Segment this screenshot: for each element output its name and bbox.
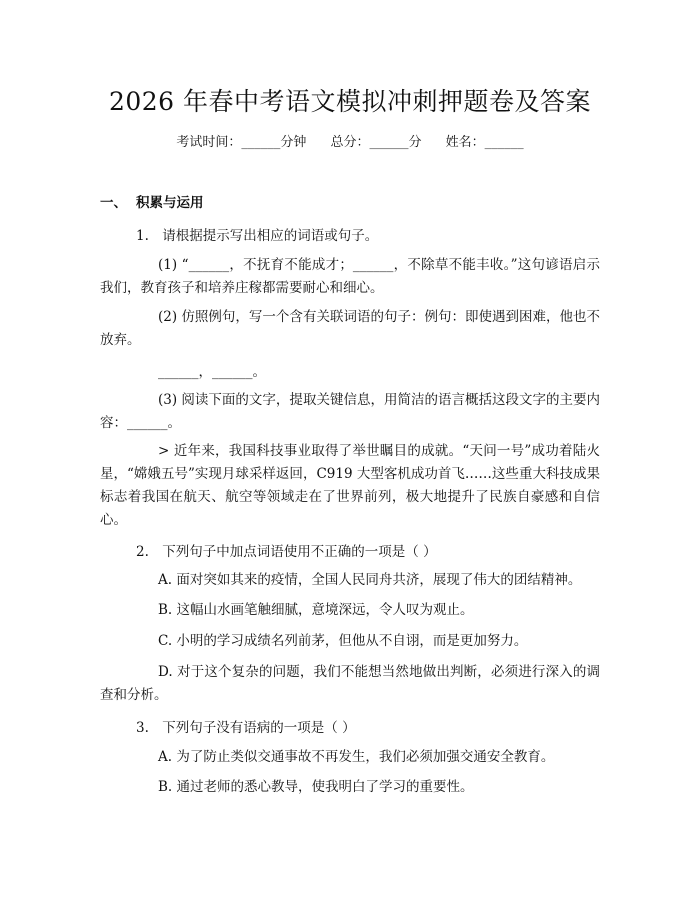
- question-text: 请根据提示写出相应的词语或句子。: [162, 228, 379, 244]
- question-2: [136, 540, 437, 560]
- question-3: [136, 716, 356, 736]
- q1-sub1: (1) “______，不抚育不能成才；______，不除草不能丰收。”这句谚语启示我们，教育孩子和培养庄稼都需要耐心和细心。: [100, 257, 600, 296]
- page-title: 2026 年春中考语文模拟冲刺押题卷及答案: [108, 87, 592, 116]
- section-label: 积累与运用: [136, 195, 204, 211]
- question-number: 1.: [136, 228, 149, 244]
- exam-meta: [0, 131, 700, 150]
- q1-sub3: (3) 阅读下面的文字，提取关键信息，用简洁的语言概括这段文字的主要内容：______。: [100, 392, 600, 431]
- section-heading: [100, 191, 204, 211]
- question-text: 下列句子中加点词语使用不正确的一项是（ ）: [162, 544, 437, 560]
- question-number: 2.: [136, 544, 149, 560]
- q3-option-b: B. 通过老师的悉心教导，使我明白了学习的重要性。: [158, 779, 474, 795]
- q1-passage: > 近年来，我国科技事业取得了举世瞩目的成就。“天问一号”成功着陆火星，“嫦娥五号”实现月球采样返回，C919 大型客机成功首飞……这些重大科技成果标志着我国在航天、航空等领域走在了世界前列，极大地提升了民族自豪感和自信心。: [100, 443, 600, 528]
- section-number: 一、: [100, 195, 127, 211]
- q1-sub2: (2) 仿照例句，写一个含有关联词语的句子：例句：即使遇到困难，他也不放弃。: [100, 309, 600, 348]
- total-score-field: 总分：______分: [330, 135, 422, 150]
- q2-option-a: A. 面对突如其来的疫情，全国人民同舟共济，展现了伟大的团结精神。: [158, 572, 582, 588]
- question-number: 3.: [136, 720, 149, 736]
- exam-time-field: 考试时间：______分钟: [176, 135, 307, 150]
- q3-option-a: A. 为了防止类似交通事故不再发生，我们必须加强交通安全教育。: [158, 749, 555, 765]
- student-name-field: 姓名：______: [445, 135, 524, 150]
- question-1: [136, 224, 378, 244]
- question-text: 下列句子没有语病的一项是（ ）: [162, 720, 356, 736]
- q2-option-b: B. 这幅山水画笔触细腻，意境深远，令人叹为观止。: [158, 602, 474, 618]
- q2-option-c: C. 小明的学习成绩名列前茅，但他从不自诩，而是更加努力。: [158, 633, 528, 649]
- q2-option-d: D. 对于这个复杂的问题，我们不能想当然地做出判断，必须进行深入的调查和分析。: [100, 664, 600, 703]
- q1-sub2-answer-blank: ______，______。: [158, 364, 266, 380]
